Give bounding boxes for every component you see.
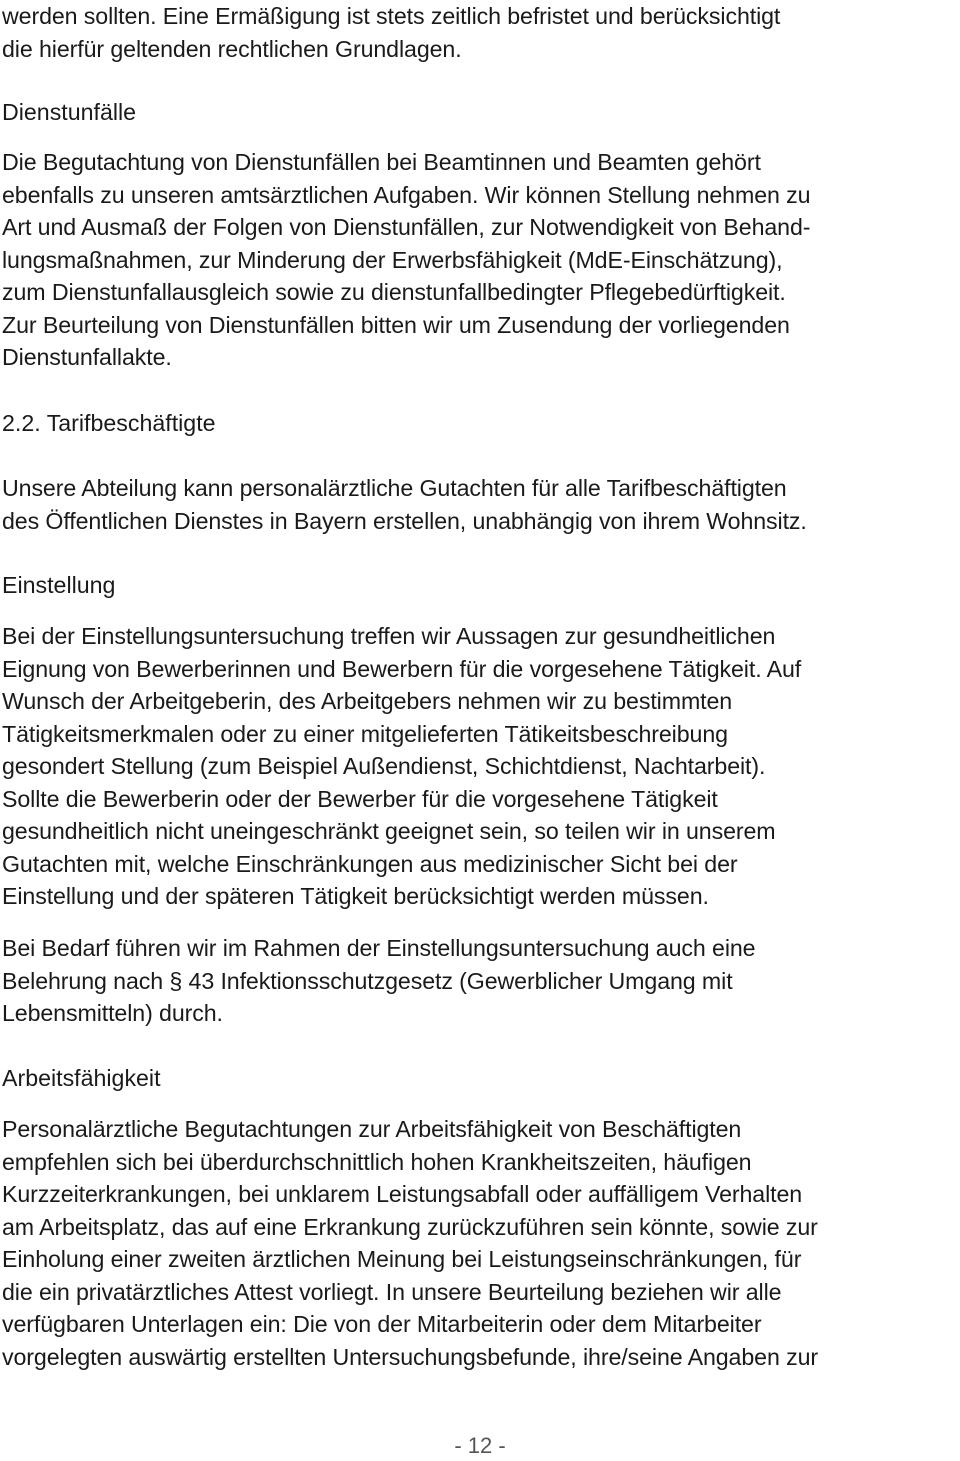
text-line: die hierfür geltenden rechtlichen Grundlagen. bbox=[2, 35, 462, 62]
text-line: gesundheitlich nicht uneingeschränkt geeignet sein, so teilen wir in unserem bbox=[2, 818, 776, 844]
arbeitsfaehigkeit-paragraph bbox=[2, 1113, 818, 1373]
text-line: gesondert Stellung (zum Beispiel Außendienst, Schichtdienst, Nachtarbeit). bbox=[2, 753, 766, 779]
intro-paragraph bbox=[2, 0, 780, 65]
section-heading-tarifbeschaeftigte: 2.2. Tarifbeschäftigte bbox=[2, 410, 216, 436]
text-line: Wunsch der Arbeitgeberin, des Arbeitgebers nehmen wir zu bestimmten bbox=[2, 688, 733, 714]
text-line: Einstellung und der späteren Tätigkeit berücksichtigt werden müssen. bbox=[2, 883, 709, 909]
text-line: vorgelegten auswärtig erstellten Untersuchungsbefunde, ihre/seine Angaben zur bbox=[2, 1343, 818, 1370]
dienstunfaelle-paragraph bbox=[2, 146, 810, 374]
text-line: Art und Ausmaß der Folgen von Dienstunfällen, zur Notwendigkeit von Behand- bbox=[2, 214, 811, 240]
text-line: empfehlen sich bei überdurchschnittlich hohen Krankheitszeiten, häufigen bbox=[2, 1148, 752, 1175]
section-heading-einstellung: Einstellung bbox=[2, 572, 116, 598]
text-line: Die Begutachtung von Dienstunfällen bei Beamtinnen und Beamten gehört bbox=[2, 149, 761, 175]
text-line: Personalärztliche Begutachtungen zur Arbeitsfähigkeit von Beschäftigten bbox=[2, 1116, 742, 1142]
section-heading-arbeitsfaehigkeit: Arbeitsfähigkeit bbox=[2, 1065, 161, 1091]
text-line: Bei der Einstellungsuntersuchung treffen wir Aussagen zur gesundheitlichen bbox=[2, 623, 776, 649]
einstellung-paragraph bbox=[2, 620, 801, 913]
text-line: Zur Beurteilung von Dienstunfällen bitten wir um Zusendung der vorliegenden bbox=[2, 311, 790, 338]
text-line: Unsere Abteilung kann personalärztliche Gutachten für alle Tarifbeschäftigten bbox=[2, 475, 787, 501]
tarif-paragraph bbox=[2, 472, 807, 537]
text-line: Eignung von Bewerberinnen und Bewerbern für die vorgesehene Tätigkeit. Auf bbox=[2, 655, 802, 682]
text-line: ebenfalls zu unseren amtsärztlichen Aufgaben. Wir können Stellung nehmen zu bbox=[2, 181, 811, 208]
text-line: Sollte die Bewerberin oder der Bewerber für die vorgesehene Tätigkeit bbox=[2, 785, 718, 812]
text-line: die ein privatärztliches Attest vorliegt. In unsere Beurteilung beziehen wir alle bbox=[2, 1278, 782, 1305]
text-line: lungsmaßnahmen, zur Minderung der Erwerbsfähigkeit (MdE-Einschätzung), bbox=[2, 246, 783, 273]
text-line: Dienstunfallakte. bbox=[2, 344, 172, 370]
page-number: - 12 - bbox=[454, 1433, 506, 1458]
text-line: verfügbaren Unterlagen ein: Die von der Mitarbeiterin oder dem Mitarbeiter bbox=[2, 1311, 762, 1337]
text-line: am Arbeitsplatz, das auf eine Erkrankung zurückzuführen sein könnte, sowie zur bbox=[2, 1213, 818, 1240]
text-line: Tätigkeitsmerkmalen oder zu einer mitgelieferten Tätikeitsbeschreibung bbox=[2, 720, 728, 747]
text-line: Belehrung nach § 43 Infektionsschutzgesetz (Gewerblicher Umgang mit bbox=[2, 967, 733, 994]
einstellung-paragraph-2 bbox=[2, 932, 755, 1030]
section-heading-dienstunfaelle: Dienstunfälle bbox=[2, 99, 137, 125]
text-line: Bei Bedarf führen wir im Rahmen der Einstellungsuntersuchung auch eine bbox=[2, 935, 756, 961]
text-line: zum Dienstunfallausgleich sowie zu dienstunfallbedingter Pflegebedürftigkeit. bbox=[2, 279, 786, 305]
text-line: Gutachten mit, welche Einschränkungen aus medizinischer Sicht bei der bbox=[2, 850, 738, 877]
text-line: Kurzzeiterkrankungen, bei unklarem Leistungsabfall oder auffälligem Verhalten bbox=[2, 1181, 803, 1207]
text-line: Einholung einer zweiten ärztlichen Meinung bei Leistungseinschränkungen, für bbox=[2, 1246, 802, 1272]
text-line: Lebensmitteln) durch. bbox=[2, 1000, 223, 1026]
text-line: werden sollten. Eine Ermäßigung ist stets zeitlich befristet und berücksichtigt bbox=[2, 3, 781, 29]
text-line: des Öffentlichen Dienstes in Bayern erstellen, unabhängig von ihrem Wohnsitz. bbox=[2, 507, 807, 534]
